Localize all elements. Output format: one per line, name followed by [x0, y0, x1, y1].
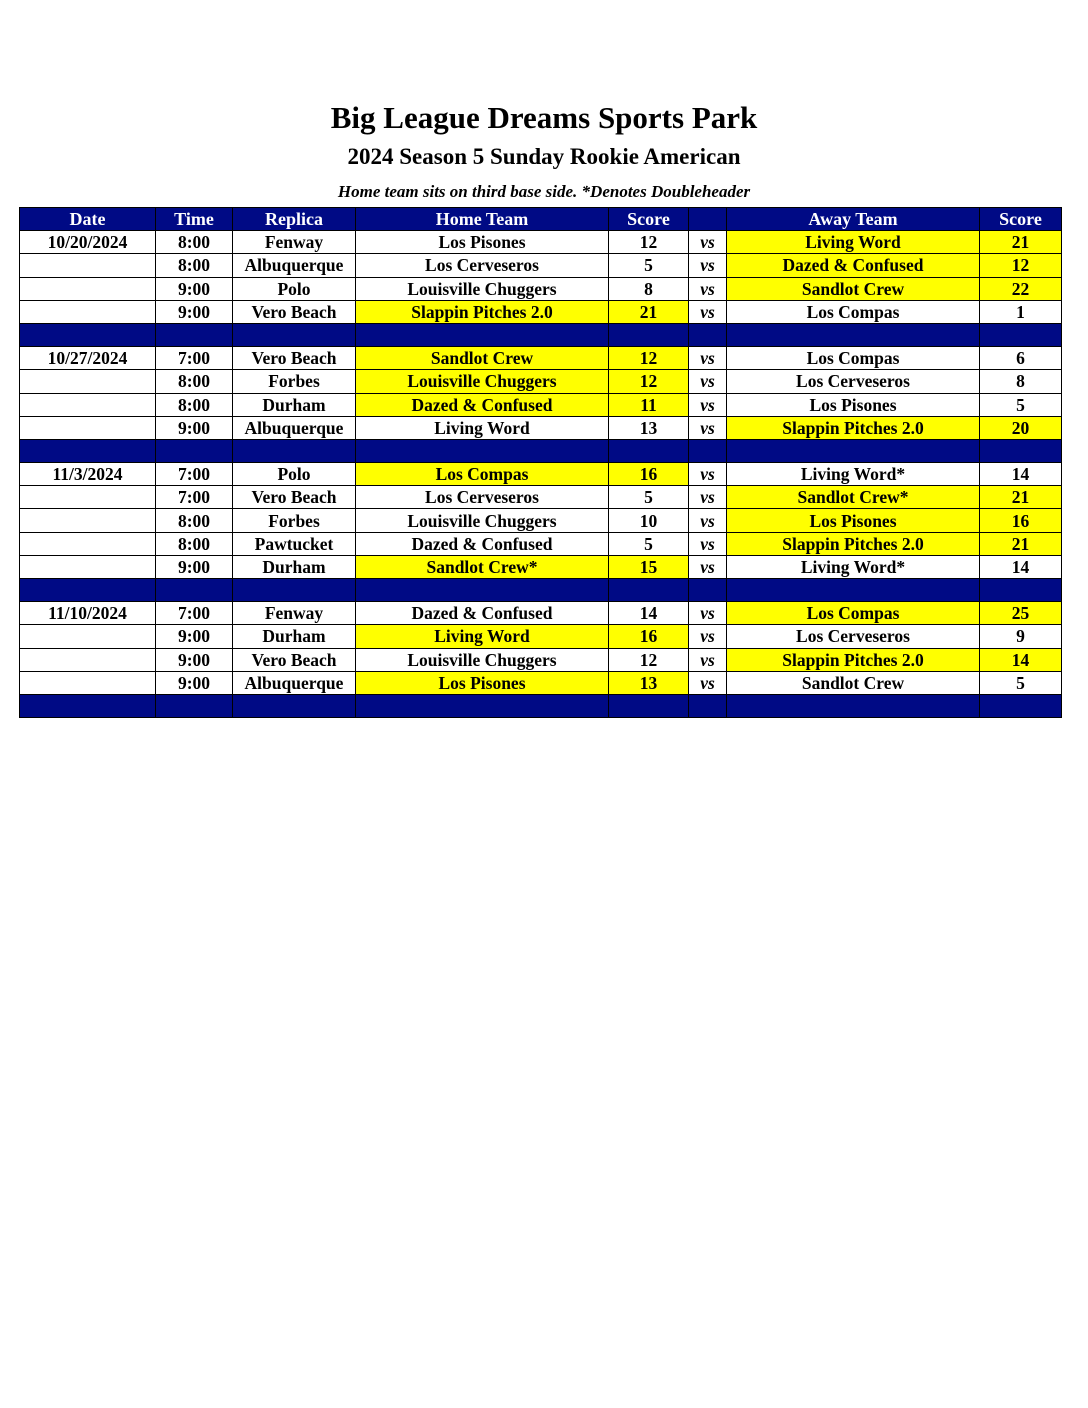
page-subtitle: 2024 Season 5 Sunday Rookie American	[347, 144, 741, 169]
col-header-date: Date	[20, 208, 156, 231]
separator-cell	[689, 323, 727, 346]
vs-label: vs	[689, 555, 727, 578]
game-time: 9:00	[156, 555, 233, 578]
schedule-table	[19, 207, 1062, 718]
separator-cell	[356, 439, 609, 462]
col-header-time: Time	[156, 208, 233, 231]
week-separator-row	[20, 323, 1062, 346]
separator-cell	[233, 439, 356, 462]
separator-cell	[689, 694, 727, 717]
away-score: 21	[980, 532, 1062, 555]
away-team: Los Compas	[727, 300, 980, 323]
away-score: 14	[980, 648, 1062, 671]
game-time: 9:00	[156, 625, 233, 648]
separator-cell	[20, 323, 156, 346]
home-team: Slappin Pitches 2.0	[356, 300, 609, 323]
home-team: Louisville Chuggers	[356, 370, 609, 393]
separator-cell	[980, 579, 1062, 602]
game-date	[20, 532, 156, 555]
away-score: 22	[980, 277, 1062, 300]
vs-label: vs	[689, 347, 727, 370]
game-time: 8:00	[156, 370, 233, 393]
away-team: Los Cerveseros	[727, 370, 980, 393]
vs-label: vs	[689, 625, 727, 648]
separator-cell	[20, 579, 156, 602]
game-date: 10/20/2024	[20, 231, 156, 254]
separator-cell	[20, 439, 156, 462]
separator-cell	[156, 323, 233, 346]
away-score: 5	[980, 393, 1062, 416]
game-row	[20, 416, 1062, 439]
game-time: 8:00	[156, 254, 233, 277]
game-row	[20, 370, 1062, 393]
vs-label: vs	[689, 393, 727, 416]
home-team: Los Compas	[356, 463, 609, 486]
week-separator-row	[20, 439, 1062, 462]
home-score: 5	[609, 486, 689, 509]
vs-label: vs	[689, 648, 727, 671]
away-score: 16	[980, 509, 1062, 532]
game-replica: Albuquerque	[233, 671, 356, 694]
vs-label: vs	[689, 300, 727, 323]
separator-cell	[980, 439, 1062, 462]
week-separator-row	[20, 694, 1062, 717]
home-team: Sandlot Crew*	[356, 555, 609, 578]
vs-label: vs	[689, 671, 727, 694]
away-team: Living Word*	[727, 555, 980, 578]
game-replica: Durham	[233, 555, 356, 578]
game-row	[20, 277, 1062, 300]
home-team: Los Cerveseros	[356, 254, 609, 277]
away-score: 1	[980, 300, 1062, 323]
home-score: 12	[609, 231, 689, 254]
vs-label: vs	[689, 486, 727, 509]
game-replica: Forbes	[233, 509, 356, 532]
home-team: Los Pisones	[356, 231, 609, 254]
game-row	[20, 648, 1062, 671]
away-score: 12	[980, 254, 1062, 277]
home-score: 5	[609, 532, 689, 555]
schedule-body	[20, 231, 1062, 718]
away-team: Slappin Pitches 2.0	[727, 532, 980, 555]
game-date	[20, 254, 156, 277]
home-team: Sandlot Crew	[356, 347, 609, 370]
away-score: 20	[980, 416, 1062, 439]
separator-cell	[689, 579, 727, 602]
game-row	[20, 300, 1062, 323]
away-team: Los Pisones	[727, 393, 980, 416]
away-team: Sandlot Crew	[727, 277, 980, 300]
away-score: 6	[980, 347, 1062, 370]
away-team: Sandlot Crew*	[727, 486, 980, 509]
home-score: 16	[609, 463, 689, 486]
game-time: 7:00	[156, 463, 233, 486]
col-header-home-score: Score	[609, 208, 689, 231]
separator-cell	[233, 323, 356, 346]
separator-cell	[609, 579, 689, 602]
col-header-home-team: Home Team	[356, 208, 609, 231]
game-time: 8:00	[156, 509, 233, 532]
game-date	[20, 671, 156, 694]
home-score: 5	[609, 254, 689, 277]
home-team: Dazed & Confused	[356, 393, 609, 416]
game-time: 9:00	[156, 300, 233, 323]
home-score: 13	[609, 416, 689, 439]
separator-cell	[356, 323, 609, 346]
separator-cell	[727, 579, 980, 602]
separator-cell	[156, 439, 233, 462]
game-date: 10/27/2024	[20, 347, 156, 370]
separator-cell	[727, 694, 980, 717]
game-replica: Polo	[233, 463, 356, 486]
vs-label: vs	[689, 231, 727, 254]
vs-label: vs	[689, 602, 727, 625]
separator-cell	[233, 694, 356, 717]
game-row	[20, 463, 1062, 486]
home-team: Louisville Chuggers	[356, 648, 609, 671]
game-time: 7:00	[156, 602, 233, 625]
vs-label: vs	[689, 416, 727, 439]
game-date	[20, 393, 156, 416]
separator-cell	[156, 579, 233, 602]
home-team: Los Cerveseros	[356, 486, 609, 509]
game-date: 11/10/2024	[20, 602, 156, 625]
away-score: 14	[980, 555, 1062, 578]
game-time: 8:00	[156, 532, 233, 555]
game-time: 9:00	[156, 648, 233, 671]
game-replica: Albuquerque	[233, 416, 356, 439]
game-replica: Polo	[233, 277, 356, 300]
home-score: 10	[609, 509, 689, 532]
game-date	[20, 509, 156, 532]
away-score: 8	[980, 370, 1062, 393]
separator-cell	[233, 579, 356, 602]
home-team: Louisville Chuggers	[356, 509, 609, 532]
game-date	[20, 277, 156, 300]
col-header-replica: Replica	[233, 208, 356, 231]
game-row	[20, 486, 1062, 509]
vs-label: vs	[689, 532, 727, 555]
separator-cell	[727, 323, 980, 346]
game-date	[20, 625, 156, 648]
away-score: 21	[980, 486, 1062, 509]
vs-label: vs	[689, 370, 727, 393]
away-team: Slappin Pitches 2.0	[727, 648, 980, 671]
away-score: 9	[980, 625, 1062, 648]
game-date	[20, 370, 156, 393]
home-team: Living Word	[356, 625, 609, 648]
game-replica: Vero Beach	[233, 648, 356, 671]
away-team: Los Cerveseros	[727, 625, 980, 648]
separator-cell	[980, 323, 1062, 346]
game-row	[20, 509, 1062, 532]
home-score: 12	[609, 370, 689, 393]
header-row	[20, 208, 1062, 231]
game-replica: Fenway	[233, 602, 356, 625]
game-time: 9:00	[156, 277, 233, 300]
vs-label: vs	[689, 277, 727, 300]
separator-cell	[356, 694, 609, 717]
col-header-vs	[689, 208, 727, 231]
game-row	[20, 625, 1062, 648]
vs-label: vs	[689, 463, 727, 486]
home-score: 14	[609, 602, 689, 625]
vs-label: vs	[689, 509, 727, 532]
separator-cell	[609, 694, 689, 717]
week-separator-row	[20, 579, 1062, 602]
game-replica: Albuquerque	[233, 254, 356, 277]
game-time: 8:00	[156, 231, 233, 254]
game-time: 9:00	[156, 416, 233, 439]
home-score: 16	[609, 625, 689, 648]
game-time: 7:00	[156, 347, 233, 370]
game-row	[20, 602, 1062, 625]
separator-cell	[980, 694, 1062, 717]
away-team: Living Word	[727, 231, 980, 254]
game-time: 9:00	[156, 671, 233, 694]
home-team: Louisville Chuggers	[356, 277, 609, 300]
game-row	[20, 254, 1062, 277]
away-team: Los Compas	[727, 602, 980, 625]
separator-cell	[356, 579, 609, 602]
doubleheader-note: Home team sits on third base side. *Denotes Doubleheader	[337, 182, 751, 201]
game-replica: Durham	[233, 393, 356, 416]
game-row	[20, 532, 1062, 555]
game-replica: Fenway	[233, 231, 356, 254]
game-date: 11/3/2024	[20, 463, 156, 486]
home-score: 11	[609, 393, 689, 416]
game-replica: Pawtucket	[233, 532, 356, 555]
game-time: 8:00	[156, 393, 233, 416]
game-date	[20, 300, 156, 323]
away-score: 21	[980, 231, 1062, 254]
game-replica: Vero Beach	[233, 486, 356, 509]
game-date	[20, 648, 156, 671]
home-score: 13	[609, 671, 689, 694]
away-team: Slappin Pitches 2.0	[727, 416, 980, 439]
away-score: 14	[980, 463, 1062, 486]
home-score: 8	[609, 277, 689, 300]
game-replica: Forbes	[233, 370, 356, 393]
home-score: 12	[609, 648, 689, 671]
game-row	[20, 347, 1062, 370]
page-title: Big League Dreams Sports Park	[330, 100, 758, 135]
game-date	[20, 555, 156, 578]
separator-cell	[20, 694, 156, 717]
home-score: 15	[609, 555, 689, 578]
separator-cell	[727, 439, 980, 462]
away-team: Sandlot Crew	[727, 671, 980, 694]
game-row	[20, 231, 1062, 254]
game-row	[20, 393, 1062, 416]
home-team: Dazed & Confused	[356, 532, 609, 555]
home-score: 12	[609, 347, 689, 370]
game-replica: Vero Beach	[233, 300, 356, 323]
game-date	[20, 486, 156, 509]
away-team: Los Pisones	[727, 509, 980, 532]
away-team: Dazed & Confused	[727, 254, 980, 277]
game-time: 7:00	[156, 486, 233, 509]
vs-label: vs	[689, 254, 727, 277]
away-team: Living Word*	[727, 463, 980, 486]
game-row	[20, 671, 1062, 694]
home-team: Living Word	[356, 416, 609, 439]
separator-cell	[689, 439, 727, 462]
away-team: Los Compas	[727, 347, 980, 370]
col-header-away-score: Score	[980, 208, 1062, 231]
game-replica: Vero Beach	[233, 347, 356, 370]
separator-cell	[156, 694, 233, 717]
home-team: Dazed & Confused	[356, 602, 609, 625]
home-score: 21	[609, 300, 689, 323]
separator-cell	[609, 439, 689, 462]
game-date	[20, 416, 156, 439]
home-team: Los Pisones	[356, 671, 609, 694]
game-row	[20, 555, 1062, 578]
away-score: 25	[980, 602, 1062, 625]
separator-cell	[609, 323, 689, 346]
game-replica: Durham	[233, 625, 356, 648]
col-header-away-team: Away Team	[727, 208, 980, 231]
away-score: 5	[980, 671, 1062, 694]
